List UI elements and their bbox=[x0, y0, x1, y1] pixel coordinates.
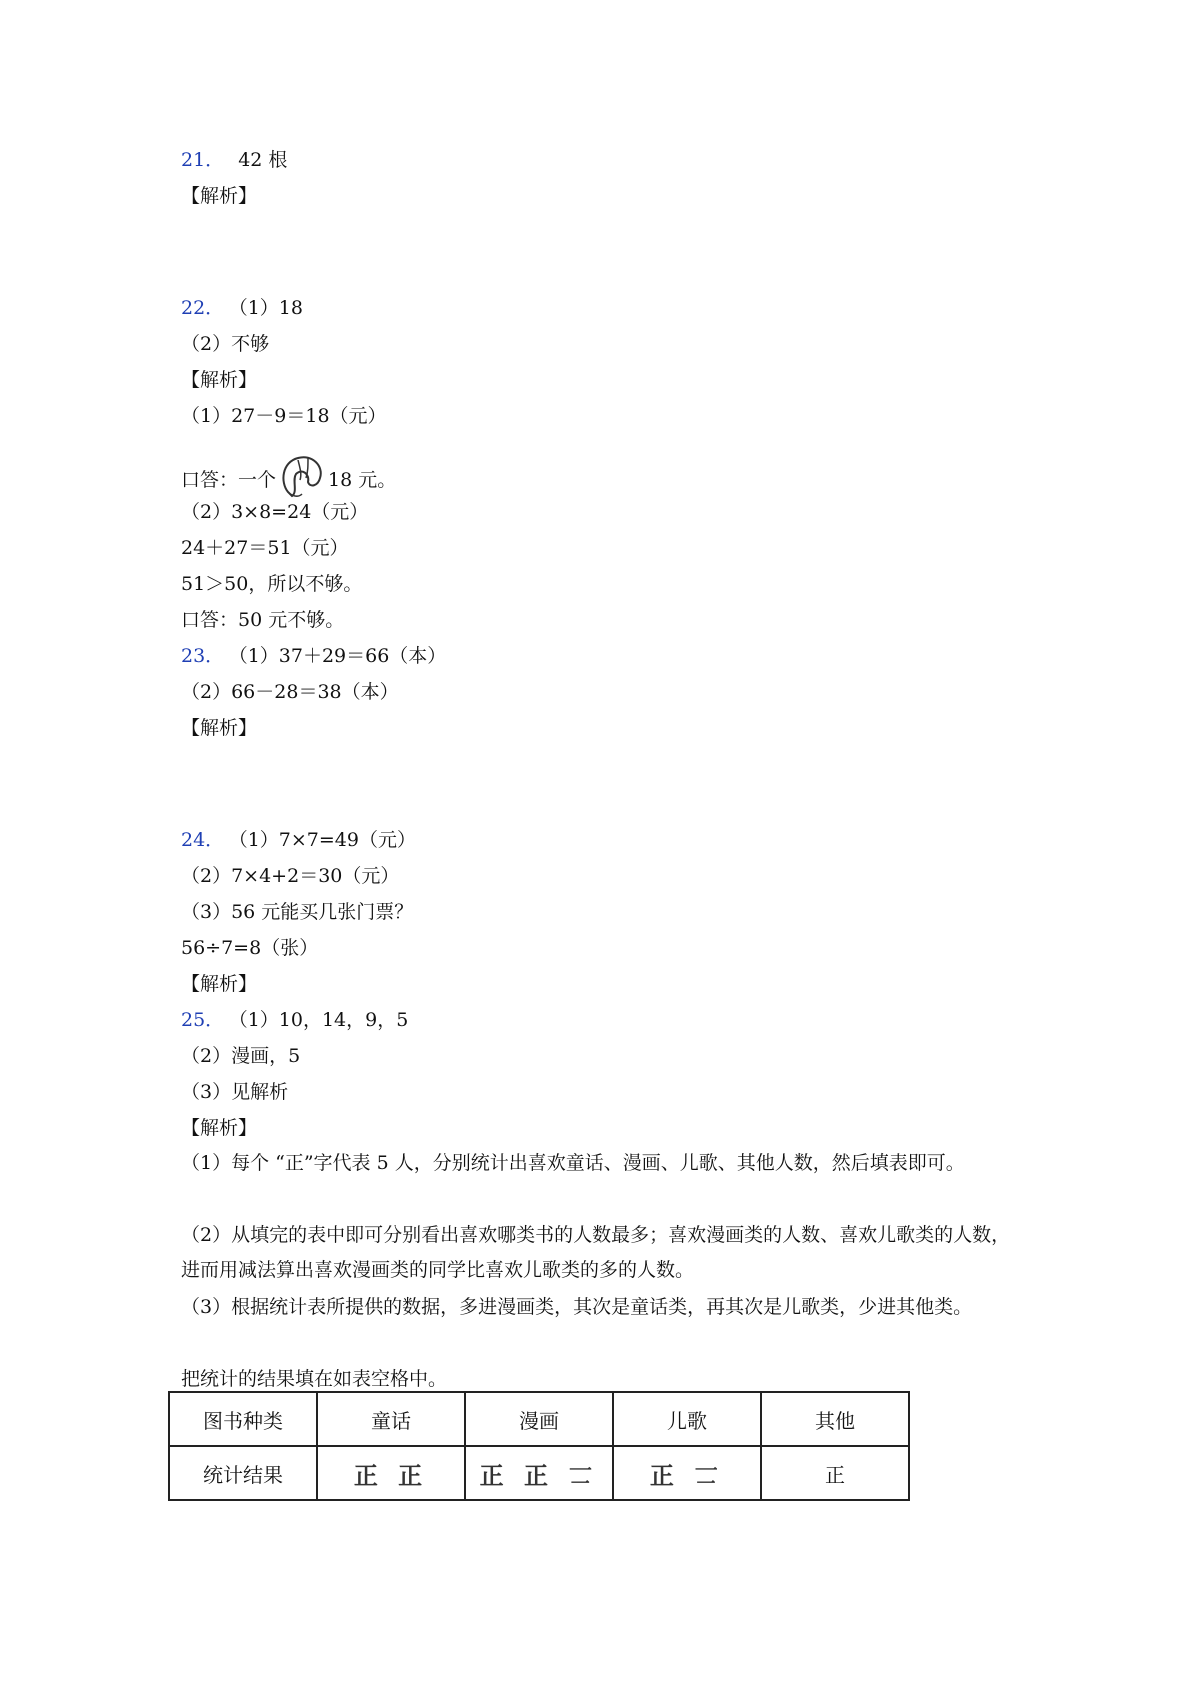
answer-line: （2）不够 bbox=[181, 333, 270, 355]
answer-text: 42 根 bbox=[238, 149, 288, 171]
solution-line: 51＞50，所以不够。 bbox=[181, 573, 363, 595]
solution-line: 口答：50 元不够。 bbox=[181, 609, 345, 631]
analysis-paragraph: （3）根据统计表所提供的数据，多进漫画类，其次是童话类，再其次是儿歌类，少进其他类。 bbox=[181, 1296, 973, 1318]
answer-line: （2）漫画，5 bbox=[181, 1045, 301, 1067]
oral-answer-suffix: 18 元。 bbox=[328, 469, 397, 491]
question-number: 23． bbox=[181, 645, 225, 667]
solution-line: （1）27－9＝18（元） bbox=[181, 405, 387, 427]
analysis-paragraph: （2）从填完的表中即可分别看出喜欢哪类书的人数最多；喜欢漫画类的人数、喜欢儿歌类的人数，进而用减法算出喜欢漫画类的同学比喜欢儿歌类的多的人数。 bbox=[181, 1224, 1011, 1281]
answer-line: （3）56 元能买几张门票？ bbox=[181, 901, 414, 923]
solution-line: （2）3×8=24（元） bbox=[181, 501, 369, 523]
answer-line: （3）见解析 bbox=[181, 1081, 289, 1103]
question-number: 22． bbox=[181, 297, 225, 319]
tally-cell: 正 bbox=[761, 1446, 909, 1500]
tally-cell: 正 正 bbox=[317, 1446, 465, 1500]
table-header-cell: 其他 bbox=[761, 1392, 909, 1446]
analysis-label: 【解析】 bbox=[181, 185, 258, 207]
tally-cell: 正 𠄟 bbox=[613, 1446, 761, 1500]
table-header-cell: 漫画 bbox=[465, 1392, 613, 1446]
q22-answer-line bbox=[181, 296, 303, 320]
answer-line: （2）66－28＝38（本） bbox=[181, 681, 399, 703]
q24-answer-line bbox=[181, 828, 416, 852]
answer-line: （2）7×4+2＝30（元） bbox=[181, 865, 400, 887]
q21-answer-line bbox=[181, 148, 287, 172]
answer-line: 56÷7=8（张） bbox=[181, 937, 319, 959]
tally-cell: 正 正 𠄟 bbox=[465, 1446, 613, 1500]
table-row bbox=[169, 1446, 909, 1500]
table-header-cell: 儿歌 bbox=[613, 1392, 761, 1446]
analysis-paragraph: （1）每个 “正”字代表 5 人，分别统计出喜欢童话、漫画、儿歌、其他人数，然后填表即可。 bbox=[181, 1152, 965, 1174]
table-header-cell: 童话 bbox=[317, 1392, 465, 1446]
question-number: 25． bbox=[181, 1009, 225, 1031]
analysis-label: 【解析】 bbox=[181, 1117, 258, 1139]
answer-text: （1）10，14，9，5 bbox=[238, 1009, 409, 1031]
analysis-label: 【解析】 bbox=[181, 973, 258, 995]
analysis-paragraph: 把统计的结果填在如表空格中。 bbox=[181, 1368, 448, 1390]
oral-answer-prefix: 口答：一个 bbox=[181, 469, 277, 491]
statistics-table bbox=[168, 1391, 910, 1501]
table-header-cell: 图书种类 bbox=[169, 1392, 317, 1446]
table-header-row bbox=[169, 1392, 909, 1446]
table-row-label: 统计结果 bbox=[169, 1446, 317, 1500]
solution-line: 24＋27＝51（元） bbox=[181, 537, 349, 559]
analysis-label: 【解析】 bbox=[181, 717, 258, 739]
answer-text: （1）37＋29＝66（本） bbox=[238, 645, 447, 667]
question-number: 24． bbox=[181, 829, 225, 851]
q23-answer-line bbox=[181, 644, 446, 668]
answer-text: （1）7×7=49（元） bbox=[238, 829, 416, 851]
answer-text: （1）18 bbox=[238, 297, 303, 319]
analysis-label: 【解析】 bbox=[181, 369, 258, 391]
q25-answer-line bbox=[181, 1008, 408, 1032]
question-number: 21． bbox=[181, 149, 225, 171]
